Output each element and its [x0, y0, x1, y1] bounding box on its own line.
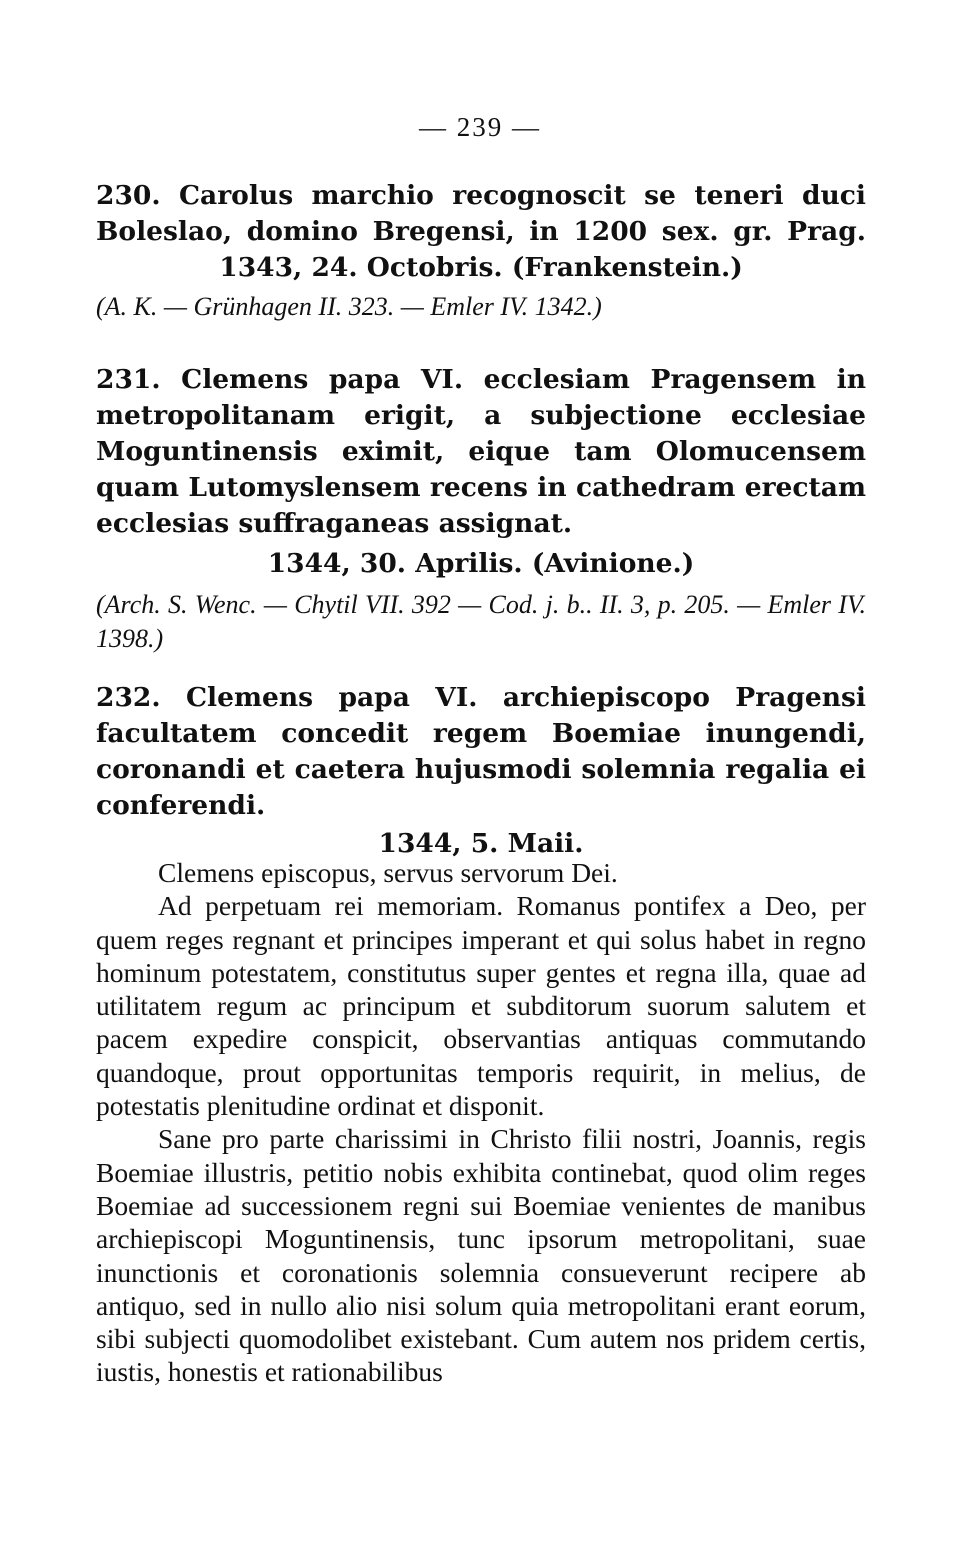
- letter-paragraph: Sane pro parte charissimi in Christo filii nostri, Joannis, regis Boemiae illustris, petitio nobis exhibita continebat, quod olim reges Boemiae ad successionem regni sui Boemiae venientes de manibus archiepiscopi Moguntinensis, tunc ipsorum metropolitani, suae inunctionis et coronationis solemnia consueverunt recipere ab antiquo, sed in nullo alio nisi solum quia metropolitani erant eorum, sibi subjecti quomodolibet existebant. Cum autem nos pridem certis, iustis, honestis et rationabilibus: [96, 1123, 866, 1388]
- entry-heading: 230. Carolus marchio recognoscit se teneri duci Boleslao, domino Bregensi, in 1200 sex. gr. Prag.: [96, 180, 866, 247]
- entry-source: (A. K. — Grünhagen II. 323. — Emler IV. 1342.): [96, 292, 602, 321]
- letter-paragraph: Ad perpetuam rei memoriam. Romanus pontifex a Deo, per quem reges regnant et principes imperant et qui solus habet in regno hominum potestatem, constitutus super gentes et regna illa, quae ad utilitatem regum ac principum et subditorum suorum salutem et pacem expedire conspicit, observantias antiquas commutando quandoque, prout opportunitas temporis requirit, in melius, de potestatis plenitudine ordinat et disponit.: [96, 890, 866, 1122]
- letter-body: [96, 856, 866, 1389]
- entry-heading: 232. Clemens papa VI. archiepiscopo Pragensi facultatem concedit regem Boemiae inungendi, coronandi et caetera hujusmodi solemnia regalia ei conferendi.: [96, 682, 866, 821]
- entry-date: 1343, 24. Octobris. (Frankenstein.): [219, 252, 743, 283]
- entry-231: [96, 362, 866, 656]
- page-number: — 239 —: [419, 112, 541, 142]
- entry-date: 1344, 5. Maii.: [378, 828, 584, 859]
- entry-date: 1344, 30. Aprilis. (Avinione.): [267, 548, 695, 579]
- entry-230: [96, 178, 866, 324]
- letter-salutation: Clemens episcopus, servus servorum Dei.: [158, 857, 618, 888]
- entry-source: (Arch. S. Wenc. — Chytil VII. 392 — Cod. j. b.. II. 3, p. 205. — Emler IV. 1398.): [96, 590, 866, 653]
- entry-232: [96, 680, 866, 862]
- entry-heading: 231. Clemens papa VI. ecclesiam Pragensem in metropolitanam erigit, a subjectione ecclesiae Moguntinensis eximit, eique tam Olomucensem quam Lutomyslensem recens in cathedram erectam ecclesias suffraganeas assignat.: [96, 364, 866, 539]
